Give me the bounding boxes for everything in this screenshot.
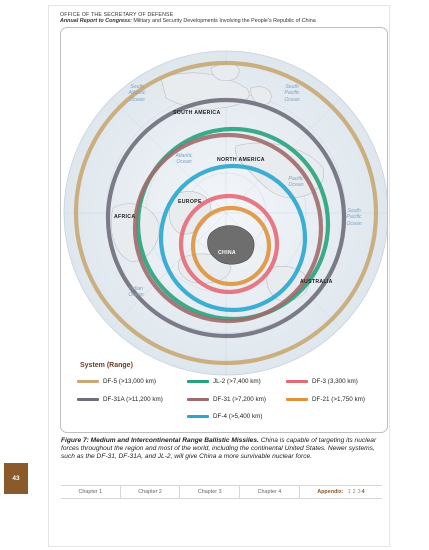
legend-label: DF-31A (>11,200 km): [103, 396, 163, 403]
label-africa: AFRICA: [114, 214, 136, 220]
nav-appendix-2[interactable]: 2: [352, 489, 356, 495]
label-south-pacific-ocean-right: [339, 208, 369, 227]
legend-label: DF-4 (>5,400 km): [213, 413, 263, 420]
report-subtitle: Military and Security Developments Involving the People's Republic of China: [131, 18, 316, 24]
caption-lead: Figure 7: Medium and Intercontinental Range Ballistic Missiles.: [61, 437, 259, 444]
label-north-america: NORTH AMERICA: [217, 157, 265, 163]
ocean-text: South Pacific Ocean: [346, 208, 362, 227]
legend-swatch: [286, 380, 308, 383]
nav-appendix-3[interactable]: 3: [357, 489, 361, 495]
legend-label: DF-5 (>13,000 km): [103, 378, 157, 385]
legend-df5: [77, 378, 156, 385]
label-south-america: SOUTH AMERICA: [173, 110, 221, 116]
figure-caption: [61, 437, 385, 462]
ocean-text: South Pacific Ocean: [284, 84, 300, 103]
legend-swatch: [286, 398, 308, 401]
legend-df31a: [77, 396, 163, 403]
nav-appendix-4[interactable]: 4: [361, 489, 365, 495]
legend-swatch: [77, 380, 99, 383]
label-china: CHINA: [218, 250, 236, 256]
legend-df31: [187, 396, 266, 403]
report-header: [60, 18, 316, 24]
nav-appendix-label[interactable]: Appendix:: [317, 489, 344, 495]
nav-appendix-1[interactable]: 1: [347, 489, 351, 495]
label-atlantic-ocean: [169, 153, 199, 166]
legend-label: DF-31 (>7,200 km): [213, 396, 267, 403]
nav-chapter-1[interactable]: Chapter 1: [61, 486, 121, 498]
ocean-text: Pacific Ocean: [288, 176, 304, 189]
label-australia: AUSTRALIA: [300, 279, 333, 285]
nav-chapter-3[interactable]: Chapter 3: [180, 486, 240, 498]
legend-jl2: [187, 378, 261, 385]
report-title: Annual Report to Congress:: [60, 18, 132, 24]
missile-range-map: [61, 28, 387, 432]
nav-chapter-4[interactable]: Chapter 4: [240, 486, 300, 498]
legend-swatch: [187, 380, 209, 383]
chapter-nav: [61, 485, 382, 499]
label-south-pacific-ocean-top: [277, 84, 307, 103]
label-indian-ocean: [121, 286, 151, 299]
label-south-atlantic-ocean: [121, 84, 153, 103]
nav-chapter-2[interactable]: Chapter 2: [121, 486, 181, 498]
legend-swatch: [187, 415, 209, 418]
legend-swatch: [187, 398, 209, 401]
legend-title: System (Range): [80, 362, 133, 369]
legend-df21: [286, 396, 365, 403]
office-header: OFFICE OF THE SECRETARY OF DEFENSE: [60, 12, 174, 18]
legend-label: DF-21 (>1,750 km): [312, 396, 366, 403]
ocean-text: South Atlantic Ocean: [128, 84, 146, 103]
ocean-text: Indian Ocean: [128, 286, 144, 299]
label-pacific-ocean: [281, 176, 311, 189]
legend-df4: [187, 413, 263, 420]
legend-label: DF-3 (3,300 km): [312, 378, 358, 385]
nav-appendix[interactable]: [300, 486, 382, 498]
caption-body: China is capable of targeting its nuclear forces throughout the region and most of the world, including the continental United States. Newer systems, such as the DF-31, DF-31A, and JL-2, will give China a more survivable nuclear force.: [61, 437, 377, 461]
legend-df3: [286, 378, 358, 385]
legend-swatch: [77, 398, 99, 401]
label-europe: EUROPE: [178, 199, 202, 205]
ocean-text: Atlantic Ocean: [175, 153, 193, 166]
legend-label: JL-2 (>7,400 km): [213, 378, 261, 385]
page-number-tab: 43: [4, 463, 28, 494]
missile-range-map-figure: [60, 27, 388, 433]
